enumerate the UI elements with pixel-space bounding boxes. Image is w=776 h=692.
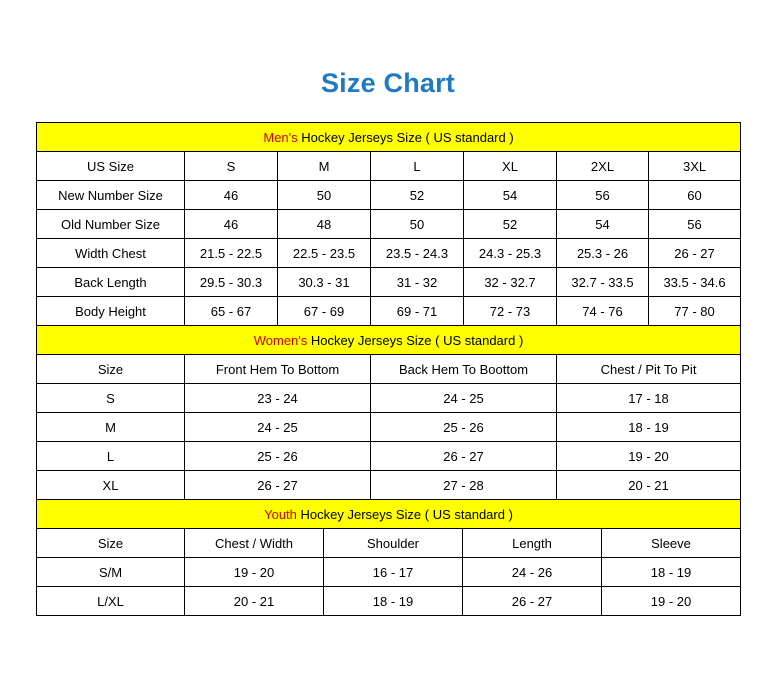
table-cell: 26 - 27 (371, 442, 557, 471)
table-cell: 48 (278, 210, 371, 239)
youth-banner-accent: Youth (264, 506, 297, 522)
table-cell: 16 - 17 (324, 558, 463, 587)
table-cell: 30.3 - 31 (278, 268, 371, 297)
table-cell: 26 - 27 (463, 587, 602, 616)
row-label: S/M (37, 558, 185, 587)
table-cell: 24.3 - 25.3 (464, 239, 557, 268)
table-cell: 20 - 21 (185, 587, 324, 616)
table-cell: 46 (185, 181, 278, 210)
table-row (37, 181, 741, 210)
womens-header-cell: Front Hem To Bottom (185, 355, 371, 384)
table-cell: 23.5 - 24.3 (371, 239, 464, 268)
table-row (37, 268, 741, 297)
womens-banner (37, 326, 741, 355)
table-cell: 60 (649, 181, 741, 210)
table-cell: 33.5 - 34.6 (649, 268, 741, 297)
womens-banner-row (37, 326, 741, 355)
table-row (37, 384, 741, 413)
womens-banner-rest: Hockey Jerseys Size ( US standard ) (307, 332, 524, 348)
mens-header-cell: XL (464, 152, 557, 181)
table-cell: 25 - 26 (185, 442, 371, 471)
page-title: Size Chart (320, 68, 456, 98)
womens-size-table (36, 325, 741, 500)
mens-header-cell: L (371, 152, 464, 181)
table-cell: 18 - 19 (557, 413, 741, 442)
table-row (37, 471, 741, 500)
table-cell: 46 (185, 210, 278, 239)
youth-banner-rest: Hockey Jerseys Size ( US standard ) (296, 506, 513, 522)
mens-banner (37, 123, 741, 152)
table-cell: 24 - 25 (371, 384, 557, 413)
table-cell: 19 - 20 (557, 442, 741, 471)
table-cell: 65 - 67 (185, 297, 278, 326)
table-row (37, 442, 741, 471)
table-cell: 52 (464, 210, 557, 239)
table-cell: 29.5 - 30.3 (185, 268, 278, 297)
mens-header-cell: 3XL (649, 152, 741, 181)
table-cell: 52 (371, 181, 464, 210)
table-cell: 50 (278, 181, 371, 210)
table-cell: 21.5 - 22.5 (185, 239, 278, 268)
table-cell: 23 - 24 (185, 384, 371, 413)
womens-banner-accent: Women's (253, 332, 308, 348)
table-cell: 18 - 19 (324, 587, 463, 616)
table-cell: 17 - 18 (557, 384, 741, 413)
table-cell: 50 (371, 210, 464, 239)
womens-header-row (37, 355, 741, 384)
table-cell: 27 - 28 (371, 471, 557, 500)
table-cell: 74 - 76 (557, 297, 649, 326)
mens-banner-row (37, 123, 741, 152)
youth-header-cell: Chest / Width (185, 529, 324, 558)
row-label: M (37, 413, 185, 442)
table-cell: 24 - 26 (463, 558, 602, 587)
row-label: S (37, 384, 185, 413)
mens-header-row (37, 152, 741, 181)
youth-banner (37, 500, 741, 529)
table-row (37, 239, 741, 268)
row-label: Back Length (37, 268, 185, 297)
mens-header-cell: M (278, 152, 371, 181)
table-cell: 19 - 20 (602, 587, 741, 616)
table-cell: 54 (464, 181, 557, 210)
row-label: Old Number Size (37, 210, 185, 239)
table-row (37, 587, 741, 616)
youth-header-cell: Shoulder (324, 529, 463, 558)
table-cell: 25.3 - 26 (557, 239, 649, 268)
table-row (37, 413, 741, 442)
table-cell: 26 - 27 (185, 471, 371, 500)
youth-header-cell: Sleeve (602, 529, 741, 558)
table-cell: 32.7 - 33.5 (557, 268, 649, 297)
table-row (37, 297, 741, 326)
table-cell: 20 - 21 (557, 471, 741, 500)
table-cell: 31 - 32 (371, 268, 464, 297)
table-cell: 18 - 19 (602, 558, 741, 587)
youth-header-cell: Length (463, 529, 602, 558)
womens-header-cell: Chest / Pit To Pit (557, 355, 741, 384)
table-cell: 25 - 26 (371, 413, 557, 442)
youth-header-row (37, 529, 741, 558)
table-row (37, 558, 741, 587)
table-cell: 56 (649, 210, 741, 239)
table-row (37, 210, 741, 239)
row-label: XL (37, 471, 185, 500)
table-cell: 72 - 73 (464, 297, 557, 326)
table-cell: 22.5 - 23.5 (278, 239, 371, 268)
youth-banner-row (37, 500, 741, 529)
table-cell: 24 - 25 (185, 413, 371, 442)
table-cell: 67 - 69 (278, 297, 371, 326)
womens-header-cell: Size (37, 355, 185, 384)
row-label: New Number Size (37, 181, 185, 210)
table-cell: 54 (557, 210, 649, 239)
row-label: Width Chest (37, 239, 185, 268)
mens-size-table (36, 122, 741, 326)
mens-banner-accent: Men's (263, 129, 298, 145)
row-label: L/XL (37, 587, 185, 616)
table-cell: 32 - 32.7 (464, 268, 557, 297)
row-label: Body Height (37, 297, 185, 326)
row-label: L (37, 442, 185, 471)
youth-size-table (36, 499, 741, 616)
mens-header-cell: US Size (37, 152, 185, 181)
table-cell: 77 - 80 (649, 297, 741, 326)
table-cell: 69 - 71 (371, 297, 464, 326)
mens-banner-rest: Hockey Jerseys Size ( US standard ) (297, 129, 514, 145)
youth-header-cell: Size (37, 529, 185, 558)
table-cell: 56 (557, 181, 649, 210)
womens-header-cell: Back Hem To Boottom (371, 355, 557, 384)
mens-header-cell: 2XL (557, 152, 649, 181)
mens-header-cell: S (185, 152, 278, 181)
table-cell: 19 - 20 (185, 558, 324, 587)
table-cell: 26 - 27 (649, 239, 741, 268)
size-tables-container (36, 122, 740, 616)
